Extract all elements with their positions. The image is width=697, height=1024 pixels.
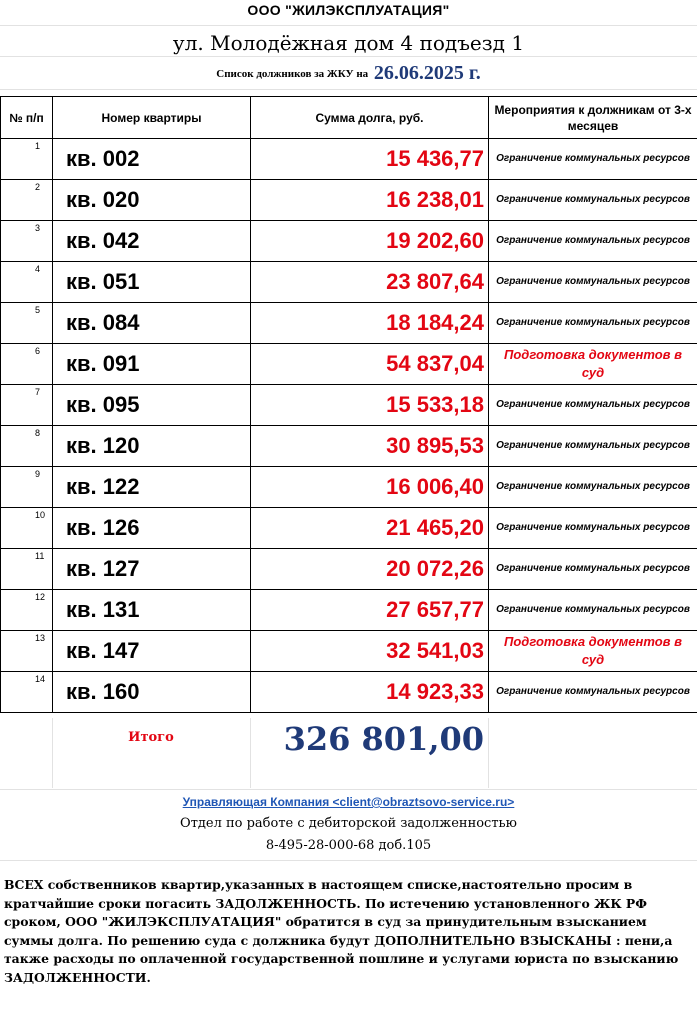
apartment-number: кв. 120 bbox=[53, 426, 251, 467]
total-label: Итого bbox=[128, 730, 174, 745]
table-body bbox=[1, 139, 697, 713]
column-header-number: № п/п bbox=[1, 97, 53, 139]
row-number: 6 bbox=[35, 346, 41, 356]
apartment-number: кв. 095 bbox=[53, 385, 251, 426]
list-date: 26.06.2025 г. bbox=[373, 62, 481, 84]
total-value: 326 801,00 bbox=[283, 720, 484, 758]
table-row bbox=[1, 549, 697, 590]
debtor-measure: Ограничение коммунальных ресурсов bbox=[489, 180, 697, 221]
debtor-measure: Ограничение коммунальных ресурсов bbox=[489, 139, 697, 180]
debtor-measure: Ограничение коммунальных ресурсов bbox=[489, 590, 697, 631]
debtor-measure: Ограничение коммунальных ресурсов bbox=[489, 508, 697, 549]
table-row bbox=[1, 631, 697, 672]
column-header-debt-sum: Сумма долга, руб. bbox=[251, 97, 489, 139]
table-header-row bbox=[1, 97, 697, 139]
debt-amount: 15 533,18 bbox=[251, 385, 489, 426]
sheet-gridline bbox=[0, 860, 697, 861]
column-header-measures: Мероприятия к должникам от 3-х месяцев bbox=[489, 97, 697, 139]
debtor-measure: Подготовка документов в суд bbox=[489, 344, 697, 385]
debtor-measure: Ограничение коммунальных ресурсов bbox=[489, 672, 697, 713]
debt-amount: 15 436,77 bbox=[251, 139, 489, 180]
apartment-number: кв. 122 bbox=[53, 467, 251, 508]
sheet-gridline bbox=[0, 89, 697, 90]
apartment-number: кв. 160 bbox=[53, 672, 251, 713]
row-number-cell bbox=[1, 631, 53, 672]
table-row bbox=[1, 590, 697, 631]
row-number: 13 bbox=[35, 633, 46, 643]
row-number-cell bbox=[1, 262, 53, 303]
row-number-cell bbox=[1, 590, 53, 631]
apartment-number: кв. 127 bbox=[53, 549, 251, 590]
row-number: 3 bbox=[35, 223, 41, 233]
row-number-cell bbox=[1, 385, 53, 426]
debtors-table bbox=[0, 96, 697, 713]
debtor-measure: Ограничение коммунальных ресурсов bbox=[489, 221, 697, 262]
row-number-cell bbox=[1, 426, 53, 467]
table-row bbox=[1, 385, 697, 426]
row-number-cell bbox=[1, 139, 53, 180]
table-row bbox=[1, 426, 697, 467]
list-caption bbox=[0, 62, 697, 85]
debt-amount: 16 238,01 bbox=[251, 180, 489, 221]
row-number-cell bbox=[1, 303, 53, 344]
row-number: 4 bbox=[35, 264, 41, 274]
table-row bbox=[1, 180, 697, 221]
debt-amount: 16 006,40 bbox=[251, 467, 489, 508]
debt-amount: 21 465,20 bbox=[251, 508, 489, 549]
sheet-gridline bbox=[0, 789, 697, 790]
sheet-gridline bbox=[0, 56, 697, 57]
debt-amount: 30 895,53 bbox=[251, 426, 489, 467]
debtor-measure: Ограничение коммунальных ресурсов bbox=[489, 262, 697, 303]
management-company-email-link[interactable]: Управляющая Компания <client@obraztsovo-service.ru> bbox=[182, 795, 515, 809]
apartment-number: кв. 084 bbox=[53, 303, 251, 344]
table-row bbox=[1, 467, 697, 508]
apartment-number: кв. 126 bbox=[53, 508, 251, 549]
debt-notice-text: ВСЕХ собственников квартир,указанных в настоящем списке,настоятельно просим в кратчайшие сроки погасить ЗАДОЛЖЕННОСТЬ. По истечению установленного ЖК РФ сроком, ООО "ЖИЛЭКСПЛУАТАЦИЯ" обратится в суд за принудительным взысканием суммы долга. По решению суда с должника будут ДОПОЛНИТЕЛЬНО ВЗЫСКАНЫ : пени,а также расходы по оплаченной государственной пошлине и услугами юриста по взысканию ЗАДОЛЖЕННОСТИ. bbox=[4, 877, 679, 985]
department-name: Отдел по работе с дебиторской задолженностью bbox=[180, 816, 517, 831]
debt-amount: 32 541,03 bbox=[251, 631, 489, 672]
debtor-measure: Ограничение коммунальных ресурсов bbox=[489, 467, 697, 508]
debt-amount: 14 923,33 bbox=[251, 672, 489, 713]
row-number-cell bbox=[1, 508, 53, 549]
debtor-measure: Ограничение коммунальных ресурсов bbox=[489, 385, 697, 426]
table-row bbox=[1, 508, 697, 549]
row-number-cell bbox=[1, 467, 53, 508]
company-name: ООО "ЖИЛЭКСПЛУАТАЦИЯ" bbox=[247, 2, 450, 18]
table-row bbox=[1, 139, 697, 180]
row-number-cell bbox=[1, 672, 53, 713]
table-row bbox=[1, 221, 697, 262]
building-address: ул. Молодёжная дом 4 подъезд 1 bbox=[172, 31, 525, 55]
row-number-cell bbox=[1, 549, 53, 590]
total-row bbox=[0, 718, 697, 788]
row-number: 12 bbox=[35, 592, 46, 602]
table-row bbox=[1, 303, 697, 344]
total-gridline bbox=[488, 718, 489, 788]
row-number: 1 bbox=[35, 141, 41, 151]
department-phone: 8-495-28-000-68 доб.105 bbox=[265, 838, 432, 853]
row-number: 9 bbox=[35, 469, 41, 479]
row-number: 14 bbox=[35, 674, 46, 684]
row-number-cell bbox=[1, 221, 53, 262]
debt-amount: 54 837,04 bbox=[251, 344, 489, 385]
row-number: 11 bbox=[35, 551, 45, 561]
row-number: 10 bbox=[35, 510, 46, 520]
apartment-number: кв. 131 bbox=[53, 590, 251, 631]
table-row bbox=[1, 262, 697, 303]
debtor-measure: Ограничение коммунальных ресурсов bbox=[489, 303, 697, 344]
row-number-cell bbox=[1, 344, 53, 385]
debtor-measure: Подготовка документов в суд bbox=[489, 631, 697, 672]
row-number-cell bbox=[1, 180, 53, 221]
apartment-number: кв. 002 bbox=[53, 139, 251, 180]
apartment-number: кв. 042 bbox=[53, 221, 251, 262]
apartment-number: кв. 147 bbox=[53, 631, 251, 672]
debt-amount: 18 184,24 bbox=[251, 303, 489, 344]
debt-amount: 20 072,26 bbox=[251, 549, 489, 590]
column-header-apartment: Номер квартиры bbox=[53, 97, 251, 139]
row-number: 2 bbox=[35, 182, 41, 192]
debt-amount: 27 657,77 bbox=[251, 590, 489, 631]
debtor-measure: Ограничение коммунальных ресурсов bbox=[489, 426, 697, 467]
row-number: 7 bbox=[35, 387, 41, 397]
debt-amount: 19 202,60 bbox=[251, 221, 489, 262]
sheet-gridline bbox=[0, 25, 697, 26]
apartment-number: кв. 091 bbox=[53, 344, 251, 385]
list-caption-prefix: Список должников за ЖКУ на bbox=[216, 68, 369, 80]
apartment-number: кв. 051 bbox=[53, 262, 251, 303]
row-number: 5 bbox=[35, 305, 41, 315]
apartment-number: кв. 020 bbox=[53, 180, 251, 221]
table-row bbox=[1, 672, 697, 713]
total-gridline bbox=[52, 718, 53, 788]
debt-amount: 23 807,64 bbox=[251, 262, 489, 303]
debtor-measure: Ограничение коммунальных ресурсов bbox=[489, 549, 697, 590]
row-number: 8 bbox=[35, 428, 41, 438]
table-row bbox=[1, 344, 697, 385]
